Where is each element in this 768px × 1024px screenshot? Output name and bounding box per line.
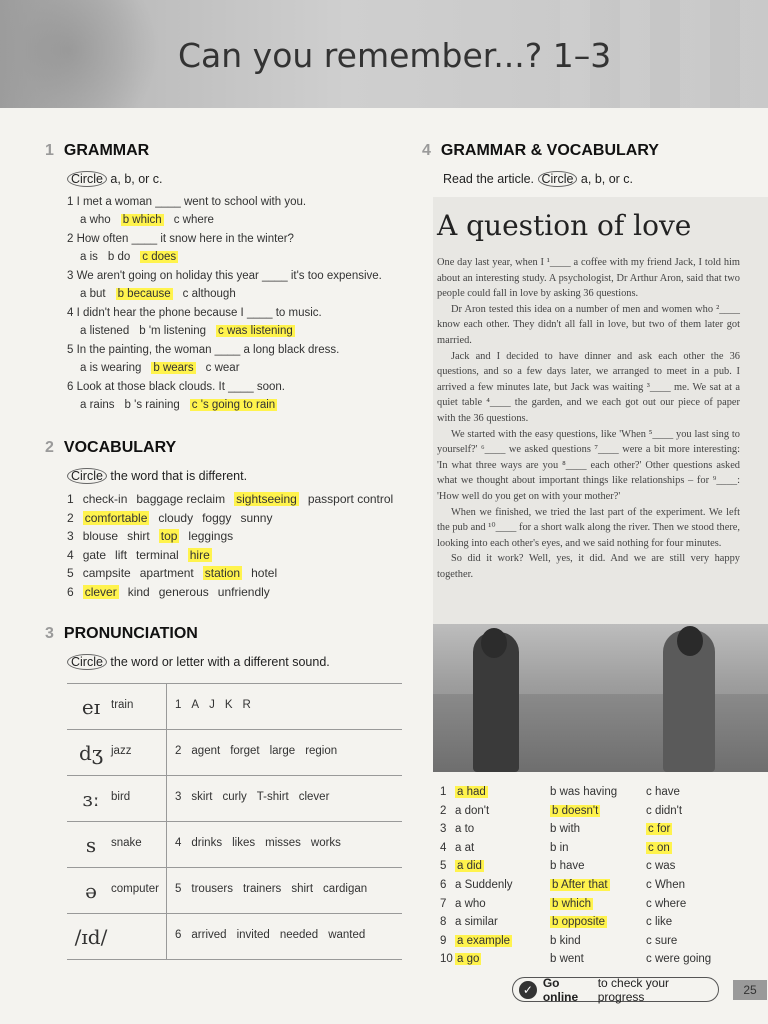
pron-word: agent [191,745,221,757]
section-title: GRAMMAR & VOCABULARY [440,142,659,159]
grammar-question: 4 I didn't hear the phone because I ____ to music. [67,307,322,319]
option-c: c 's going to rain [191,399,276,411]
vocab-word: sunny [240,510,273,525]
answer-option-a: a similar [455,916,498,929]
pron-word: likes [232,837,256,849]
sound-cell [67,822,167,867]
vocab-word: leggings [188,529,234,544]
answer-number: 2 [440,804,447,817]
pron-word: forget [230,745,260,757]
row-number: 1 [175,699,182,711]
answer-option-a: a at [455,841,475,854]
vocab-word: hotel [251,566,278,581]
vocab-word: check-in [82,492,128,506]
article-paragraph: So did it work? Well, yes, it did. And we are still very happy together. [437,553,740,580]
article-title: A question of love [437,209,692,242]
answer-number: 6 [440,879,447,891]
grammar-options [80,325,305,337]
grammar-question: 5 In the painting, the woman ____ a long black dress. [67,344,340,356]
option-a: a who [80,214,111,226]
circle-word: Circle [538,171,578,187]
vocab-word: cloudy [158,510,194,525]
instruction-text: the word that is different. [106,469,248,483]
grammar-options [80,214,224,226]
option-b: b which [122,214,162,226]
vocab-word: blouse [82,529,119,544]
pronunciation-words [175,745,347,757]
circle-word: Circle [67,171,107,187]
woman-head [677,626,703,656]
pron-word: region [305,745,338,757]
option-c: c although [182,288,236,300]
section-number: 1 [45,142,54,159]
section-number: 3 [45,625,54,642]
article-paragraph: We started with the easy questions, like 'When ⁵____ you last sing to yourself?' ⁶____ we asked questions ⁷____ were a bit more interesting: 'In what three ways are you ⁸____ each other?' Other questions asked what we thought about important things like relationships – for ⁹____: 'How well do you get on with your mother?' [437,428,740,502]
vocab-word: campsite [82,566,131,581]
row-number: 4 [67,547,74,562]
article-paragraph: Jack and I decided to have dinner and ask each other the 36 questions, and so a few days later, we arranged to meet in a pub. I arrived a few minutes late, but Jack was waiting ³____ me. We sat at a quiet table ⁴____ the garden, and we each got out our piece of paper with the 36 questions. [437,350,740,424]
pronunciation-row [67,776,402,822]
go-online-label: Go online [542,975,579,1004]
option-b: b do [107,251,131,263]
article-panel [433,197,768,772]
answer-option-b: b opposite [552,916,606,929]
vocab-word: generous [158,585,209,599]
pronunciation-row [67,914,402,960]
option-c: c where [173,214,214,226]
man-head [481,628,507,658]
pronunciation-words [175,883,377,895]
pron-word: large [269,745,296,757]
title-banner [0,0,768,108]
vocabulary-row [67,548,221,562]
pronunciation-words [175,791,339,803]
pronunciation-words [175,699,261,711]
pron-word: shirt [291,883,314,895]
phonetic-symbol-icon: dʒ [78,741,104,765]
pron-word: invited [236,929,270,941]
vocabulary-row [67,585,279,599]
row-number: 2 [67,510,74,525]
vocab-word: terminal [136,547,179,562]
section-1-heading [45,142,149,160]
option-b: b 'm listening [139,325,206,337]
instruction-text: Read the article. [443,172,538,186]
circle-word: Circle [67,468,107,484]
answer-option-b: b with [550,823,581,836]
pron-word: needed [279,929,319,941]
answer-option-c: c have [646,786,680,798]
pronunciation-words [175,929,375,941]
answer-number: 5 [440,860,447,873]
section-1-instruction [67,172,163,186]
pron-word: cardigan [323,883,368,895]
section-number: 4 [422,142,431,159]
check-icon: ✓ [519,981,537,999]
vocab-word: gate [82,547,107,562]
pron-word: arrived [191,929,227,941]
instruction-text: a, b, or c. [106,172,163,186]
phonetic-symbol-icon: /ɪd/ [74,925,108,949]
vocab-word: kind [127,585,150,599]
circle-word: Circle [67,654,107,670]
instruction-text: the word or letter with a different sound. [106,655,330,669]
answer-option-a: a who [455,897,486,910]
grammar-options [80,362,250,374]
option-c: c was listening [218,325,293,337]
answer-option-b: b doesn't [552,804,599,817]
couple-photo [433,624,768,772]
pronunciation-table [67,683,402,960]
pronunciation-row [67,684,402,730]
sound-cell [67,776,167,821]
vocab-word: lift [115,547,128,562]
row-number: 4 [175,837,182,849]
go-online-text: to check your progress [597,975,670,1004]
answer-option-c: c for [648,823,671,836]
answer-number: 1 [440,786,447,798]
option-c: c wear [205,362,240,374]
phonetic-symbol-icon: ɜː [82,787,100,811]
section-2-instruction [67,469,247,483]
instruction-text: a, b, or c. [577,172,634,186]
vocab-word: hire [189,547,210,562]
answer-option-b: b kind [550,934,581,947]
pron-word: clever [298,791,330,803]
phonetic-symbol-icon: ə [85,879,97,903]
option-a: a listened [80,325,130,337]
pronunciation-row [67,730,402,776]
row-number: 5 [67,566,74,581]
sound-cell [67,730,167,775]
section-title: PRONUNCIATION [63,625,198,642]
answer-option-b: b After that [552,879,608,891]
grammar-question: 2 How often ____ it snow here in the winter? [67,233,294,245]
section-3-instruction [67,655,330,669]
answer-option-b: b was having [550,786,618,798]
answer-option-a: a don't [455,804,490,817]
answer-option-a: a did [457,860,482,873]
answer-option-b: b went [550,953,584,966]
vocab-word: station [204,566,241,581]
row-number: 1 [67,492,74,506]
answer-option-c: c were going [646,953,712,966]
pron-word: T-shirt [256,791,289,803]
grammar-question: 1 I met a woman ____ went to school with you. [67,196,307,208]
option-a: a but [80,288,106,300]
pron-word: works [310,837,341,849]
pron-word: R [242,699,251,711]
sound-label: jazz [111,745,132,757]
go-online-button[interactable] [512,977,719,1002]
pron-word: curly [222,791,247,803]
pron-word: skirt [191,791,213,803]
vocab-word: unfriendly [217,585,270,599]
answer-option-c: c where [646,897,687,910]
vocabulary-row [67,566,286,580]
vocab-word: apartment [139,566,194,581]
answer-number: 4 [440,841,447,854]
option-a: a rains [80,399,115,411]
vocabulary-row [67,492,402,506]
answer-option-a: a Suddenly [455,879,513,891]
answer-option-b: b which [552,897,591,910]
answer-option-a: a example [457,934,511,947]
article-body [437,255,740,582]
vocabulary-row [67,529,242,543]
sound-label: train [111,699,134,711]
row-number: 3 [175,791,182,803]
pron-word: drinks [191,837,223,849]
pron-word: trousers [191,883,233,895]
vocab-word: top [160,529,178,544]
vocab-word: clever [84,585,117,599]
section-number: 2 [45,439,54,456]
pron-word: A [191,699,200,711]
answer-number: 9 [440,934,447,947]
grammar-question: 6 Look at those black clouds. It ____ soon. [67,381,286,393]
pronunciation-row [67,822,402,868]
article-paragraph: When we finished, we tried the last part of the experiment. We left the pub and ¹⁰____ for a short walk along the river. Then we stood there, looking into each other's eyes, and we said nothing for four minutes. [437,506,740,549]
vocab-word: shirt [127,529,150,544]
answer-number: 7 [440,897,447,910]
option-b: b because [117,288,171,300]
vocabulary-row [67,511,281,525]
row-number: 3 [67,529,74,544]
pron-word: trainers [242,883,282,895]
vocab-word: sightseeing [236,492,297,506]
answer-option-c: c didn't [646,804,683,817]
option-b: b 's raining [124,399,180,411]
option-b: b wears [153,362,194,374]
row-number: 2 [175,745,182,757]
answer-option-a: a go [457,953,480,966]
grammar-options [80,251,188,263]
section-title: GRAMMAR [63,142,150,159]
page-number: 25 [733,980,767,1000]
sound-cell [67,914,167,959]
answer-number: 8 [440,916,447,929]
row-number: 5 [175,883,182,895]
pronunciation-words [175,837,351,849]
pron-word: wanted [328,929,366,941]
section-title: VOCABULARY [63,439,177,456]
pron-word: J [209,699,215,711]
sound-label: computer [111,883,159,895]
row-number: 6 [175,929,182,941]
sound-cell [67,684,167,729]
pronunciation-row [67,868,402,914]
answer-option-c: c on [648,841,670,854]
article-paragraph: One day last year, when I ¹____ a coffee with my friend Jack, I told him about an interesting study. A psychologist, Dr Arthur Aron, said that two people could fall in love by asking 36 questions. [437,257,740,300]
answer-option-a: a to [455,823,475,836]
banner-decoration [0,0,160,108]
phonetic-symbol-icon: eɪ [81,695,101,719]
pron-word: K [224,699,233,711]
option-a: a is wearing [80,362,142,374]
option-a: a is [80,251,98,263]
grammar-options [80,399,287,411]
section-4-instruction [443,172,633,186]
section-4-heading [422,142,659,160]
answer-option-b: b in [550,841,569,854]
row-number: 6 [67,585,74,599]
answer-option-c: c like [646,916,673,929]
answer-option-c: c was [646,860,676,873]
vocab-word: comfortable [84,510,148,525]
answer-option-c: c When [646,879,685,891]
grammar-options [80,288,246,300]
vocab-word: passport control [307,492,394,506]
answer-number: 3 [440,823,447,836]
article-paragraph: Dr Aron tested this idea on a number of men and women who ²____ know each other. They didn't all fall in love, but two of them later got married. [437,303,740,346]
answer-option-b: b have [550,860,585,873]
section-2-heading [45,439,176,457]
answer-option-c: c sure [646,934,678,947]
vocab-word: baggage reclaim [136,492,226,506]
answer-option-a: a had [457,786,486,798]
phonetic-symbol-icon: s [85,833,97,857]
vocab-word: foggy [202,510,232,525]
option-c: c does [142,251,177,263]
sound-cell [67,868,167,913]
pron-word: misses [265,837,301,849]
page-title: Can you remember...? 1–3 [178,36,612,75]
grammar-question: 3 We aren't going on holiday this year ____ it's too expensive. [67,270,382,282]
section-3-heading [45,625,198,643]
sound-label: bird [111,791,131,803]
answer-number: 10 [440,953,453,966]
sound-label: snake [111,837,142,849]
